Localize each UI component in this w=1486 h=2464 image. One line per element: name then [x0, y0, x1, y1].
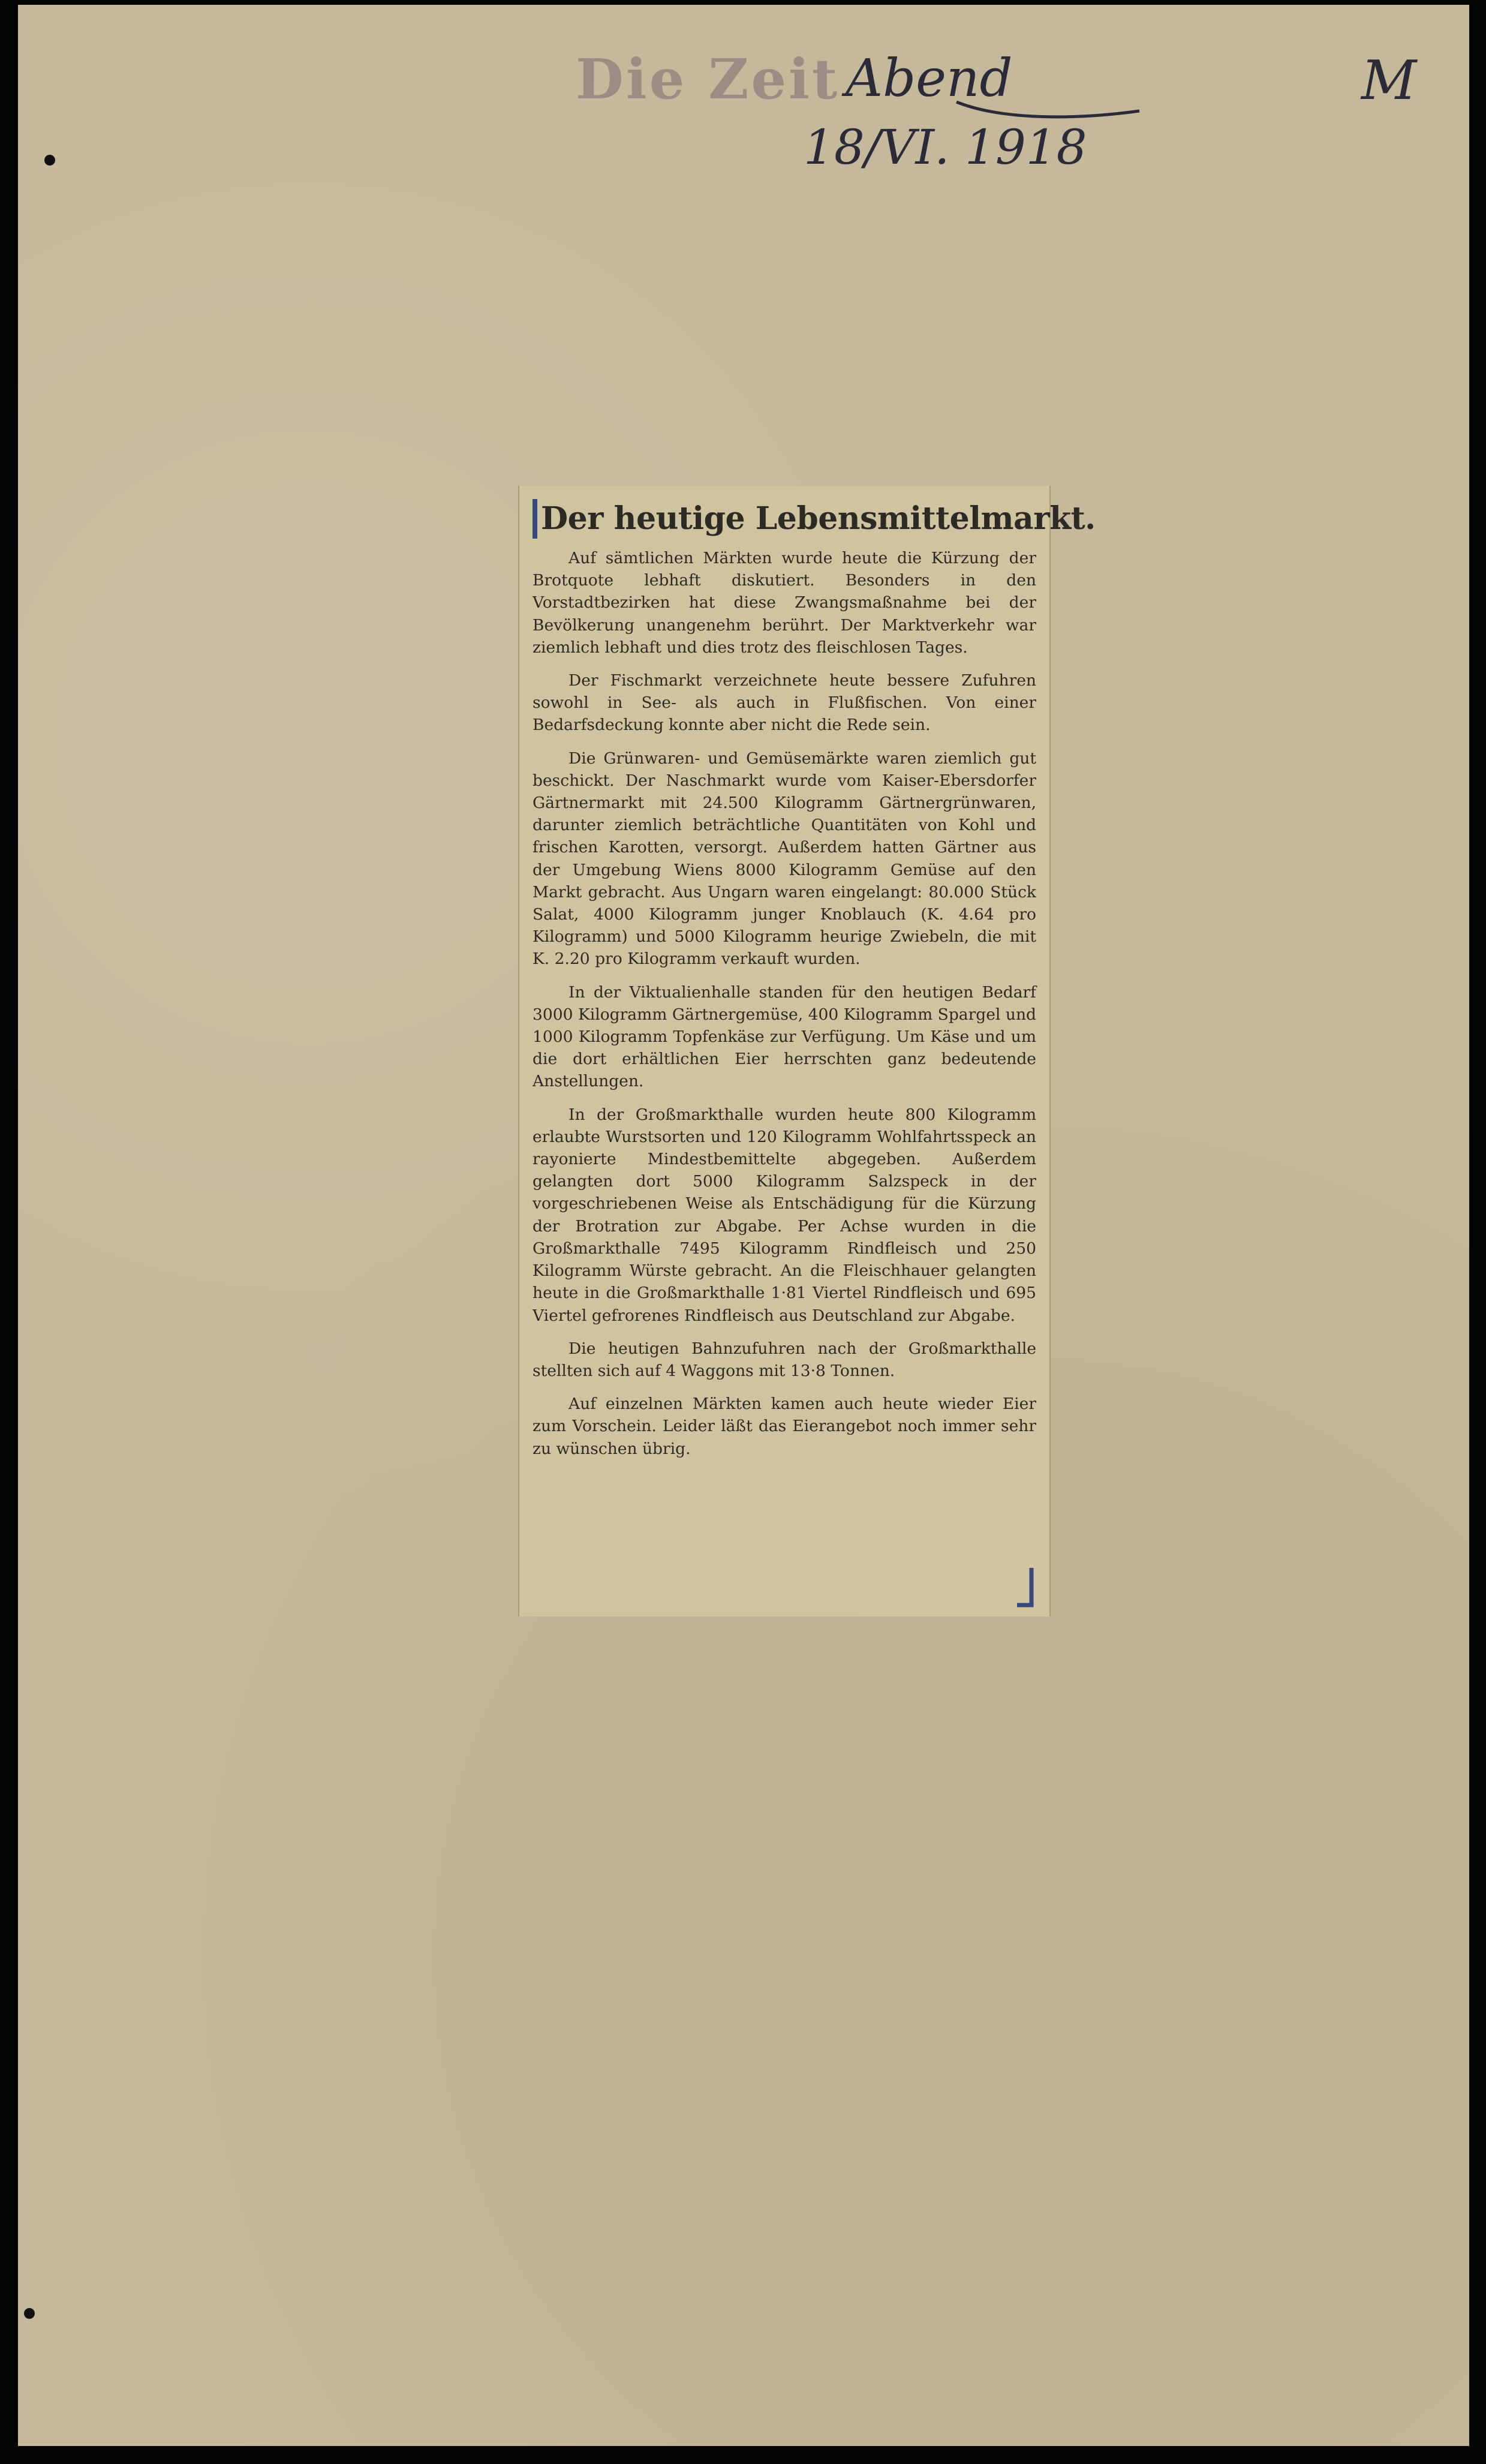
punch-hole-bottom	[24, 2308, 35, 2319]
article-paragraph: In der Viktualienhalle standen für den heutigen Bedarf 3000 Kilogramm Gärtnergemüse, 400 Kilogramm Spargel und 1000 Kilogramm Topfenkäse zur Verfügung. Um Käse und um die dort erhältlichen Eier herrschten ganz bedeutende Anstellungen.	[533, 982, 1036, 1091]
newspaper-clipping	[518, 486, 1096, 1616]
article-paragraph: Auf sämtlichen Märkten wurde heute die Kürzung der Brotquote lebhaft diskutiert. Besonders in den Vorstadtbezirken hat diese Zwangsmaßnahme bei der Bevölkerung unangenehm berührt. Der Marktverkehr war ziemlich lebhaft und dies trotz des fleischlosen Tages.	[533, 549, 1036, 657]
article-headline: Der heutige Lebensmittelmarkt.	[533, 499, 1036, 539]
handwritten-edition-note: Abend	[846, 49, 1013, 109]
punch-hole-top	[44, 155, 55, 166]
article-paragraph: Auf einzelnen Märkten kamen auch heute wieder Eier zum Vorschein. Leider läßt das Eierangebot noch immer sehr zu wünschen übrig.	[533, 1395, 1036, 1458]
handwritten-date: 18/VI. 1918	[804, 119, 1087, 175]
newspaper-source-stamp: Die Zeit	[576, 47, 840, 112]
article-paragraph: Die Grünwaren- und Gemüsemärkte waren ziemlich gut beschickt. Der Naschmarkt wurde vom Kaiser-Ebersdorfer Gärtnermarkt mit 24.500 Kilogramm Gärtnergrünwaren, darunter ziemlich beträchtliche Quantitäten von Kohl und frischen Karotten, versorgt. Außerdem hatten Gärtner aus der Umgebung Wiens 8000 Kilogramm Gemüse auf den Markt gebracht. Aus Ungarn waren eingelangt: 80.000 Stück Salat, 4000 Kilogramm junger Knoblauch (K. 4.64 pro Kilogramm) und 5000 Kilogramm heurige Zwiebeln, die mit K. 2.20 pro Kilogramm verkauft wurden.	[533, 749, 1036, 969]
blue-pencil-end-mark	[1013, 1565, 1043, 1613]
article-paragraph: Die heutigen Bahnzufuhren nach der Großmarkthalle stellten sich auf 4 Waggons mit 13·8 Tonnen.	[533, 1339, 1036, 1380]
article-paragraph: Der Fischmarkt verzeichnete heute bessere Zufuhren sowohl in See- als auch in Flußfischen. Von einer Bedarfsdeckung konnte aber nicht die Rede sein.	[533, 671, 1036, 735]
article-paragraph: In der Großmarkthalle wurden heute 800 Kilogramm erlaubte Wurstsorten und 120 Kilogramm Wohlfahrtsspeck an rayonierte Mindestbemittelte abgegeben. Außerdem gelangten dort 5000 Kilogramm Salzspeck in der vorgeschriebenen Weise als Entschädigung für die Kürzung der Brotration zur Abgabe. Per Achse wurden in die Großmarkthalle 7495 Kilogramm Rindfleisch und 250 Kilogramm Würste gebracht. An die Fleischhauer gelangten heute in die Großmarkthalle 1·81 Viertel Rindfleisch und 695 Viertel gefrorenes Rindfleisch aus Deutschland zur Abgabe.	[533, 1105, 1036, 1325]
handwritten-corner-mark: M	[1361, 49, 1417, 112]
